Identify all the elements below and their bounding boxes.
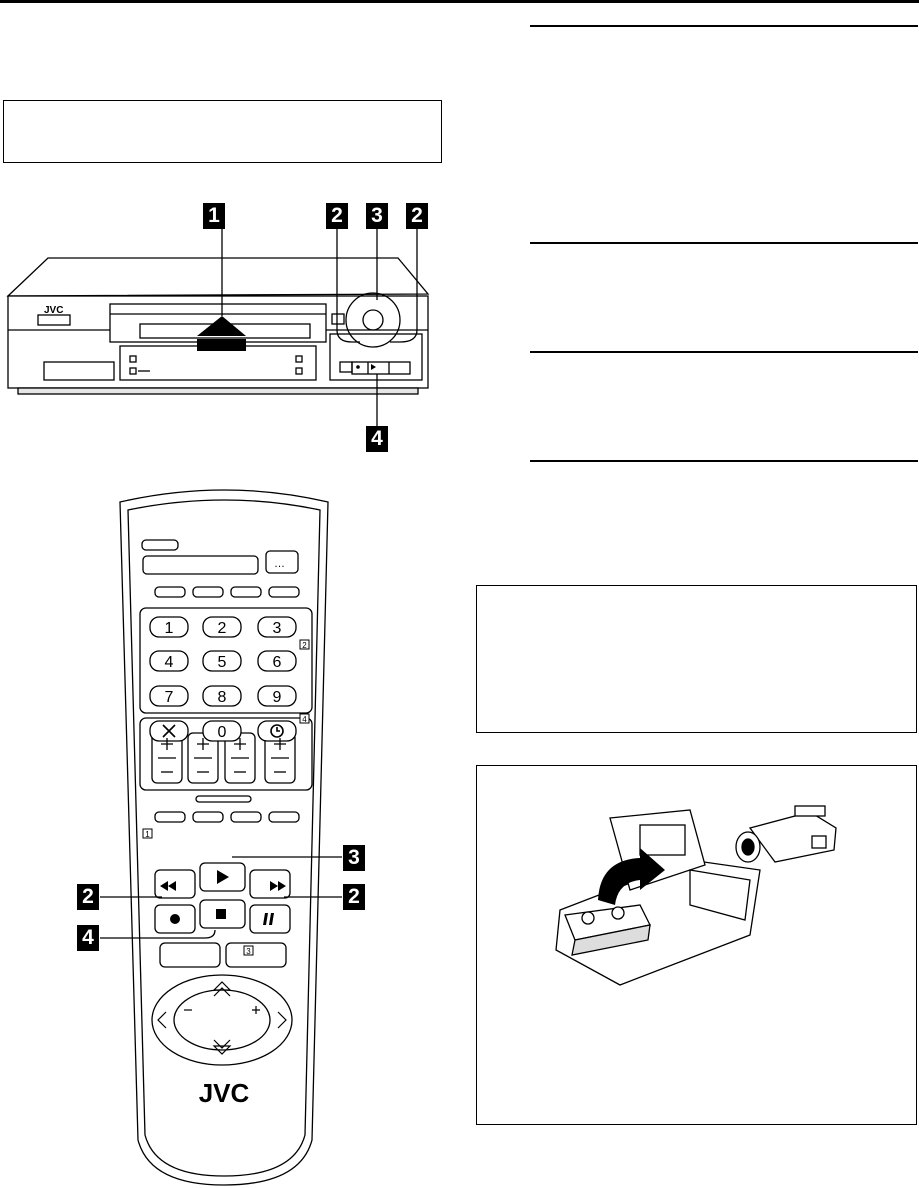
key-2[interactable]: 2 bbox=[217, 620, 227, 637]
key-8[interactable]: 8 bbox=[217, 689, 227, 706]
key-3[interactable]: 3 bbox=[272, 620, 282, 637]
marker-1: 1 bbox=[145, 830, 150, 839]
svg-text:…: … bbox=[274, 558, 285, 570]
camcorder-icon bbox=[736, 806, 836, 862]
key-1[interactable]: 1 bbox=[164, 620, 174, 637]
vcr-callout-1: 1 bbox=[203, 203, 225, 229]
remote-callout-3: 3 bbox=[343, 845, 365, 871]
marker-3: 3 bbox=[246, 947, 251, 956]
key-4[interactable]: 4 bbox=[164, 654, 174, 671]
marker-4: 4 bbox=[302, 715, 307, 724]
vcr-logo: JVC bbox=[44, 305, 64, 316]
vcr-callout-3: 3 bbox=[366, 203, 388, 229]
key-5[interactable]: 5 bbox=[217, 654, 227, 671]
vcr-callout-4: 4 bbox=[366, 426, 388, 452]
key-7[interactable]: 7 bbox=[164, 689, 174, 706]
remote-logo: JVC bbox=[198, 1078, 250, 1108]
remote-callout-2b: 2 bbox=[343, 884, 365, 910]
remote-callout-4: 4 bbox=[77, 925, 99, 951]
remote-callout-2a: 2 bbox=[77, 884, 99, 910]
key-0[interactable]: 0 bbox=[217, 724, 227, 741]
key-6[interactable]: 6 bbox=[272, 654, 282, 671]
key-9[interactable]: 9 bbox=[272, 689, 282, 706]
marker-2: 2 bbox=[302, 641, 307, 650]
vcr-callout-2a: 2 bbox=[326, 203, 348, 229]
vcr-callout-2b: 2 bbox=[406, 203, 428, 229]
